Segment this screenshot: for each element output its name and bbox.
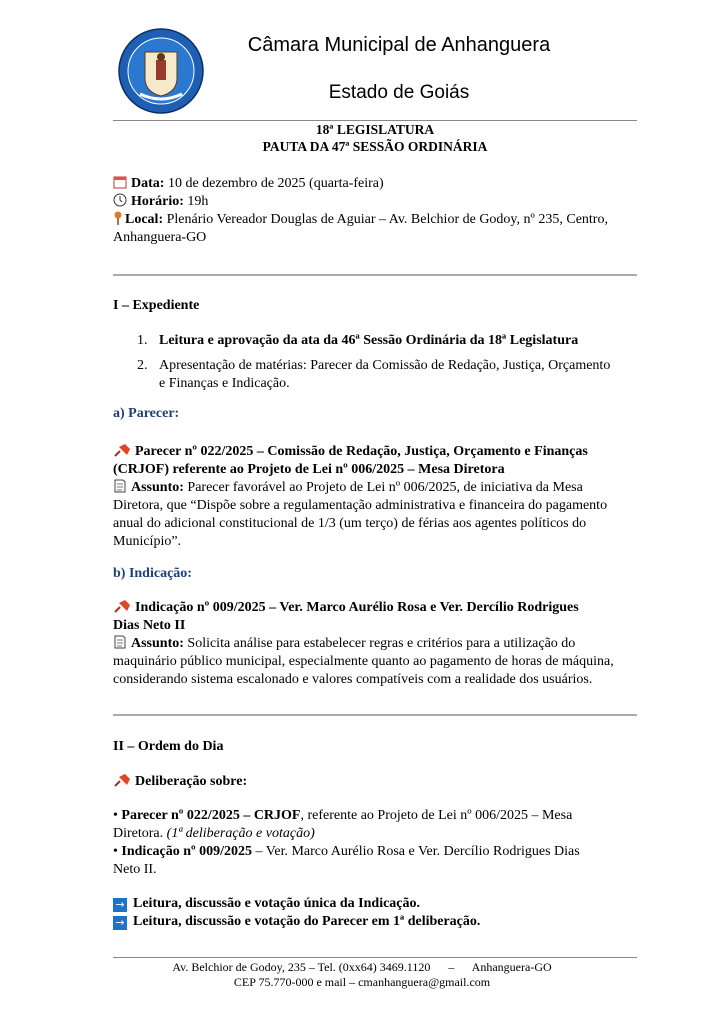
action-2 [113,913,638,931]
arrow-right-icon: → [113,916,127,930]
indicacao-assunto-2: maquinário público municipal, especialmente quanto ao pagamento de horas de máquina, [113,654,614,669]
indicacao-title [113,599,638,617]
expediente-title: I – Expediente [113,298,200,313]
parecer-title [113,443,638,461]
pauta-title: PAUTA DA 47ª SESSÃO ORDINÁRIA [262,139,488,154]
parecer-title-line2-text: (CRJOF) referente ao Projeto de Lei nº 006/2025 – Mesa Diretora [113,462,505,477]
pin-icon [113,211,123,225]
ordem-bullet-1: • Parecer nº 022/2025 – CRJOF, referente ao Projeto de Lei nº 006/2025 – Mesa [113,808,573,823]
parecer-assunto-3: anual do adicional constitucional de 1/3 (um terço) de férias aos agentes políticos do [113,516,587,531]
data-value: 10 de dezembro de 2025 (quarta-feira) [164,176,384,191]
header-divider [113,120,637,121]
info-horario [113,193,638,211]
bullet-2-bold: Indicação nº 009/2025 [121,844,253,859]
indicacao-title-line2 [113,617,638,635]
item-text: Leitura e aprovação da ata da 46ª Sessão Ordinária da 18ª Legislatura [159,333,579,348]
header-title: Câmara Municipal de Anhanguera [247,34,551,56]
assunto-text: Parecer favorável ao Projeto de Lei nº 006/2025, de iniciativa da Mesa [183,480,583,495]
deliberacao-label: Deliberação sobre: [135,774,248,789]
expediente-item-1 [137,332,637,350]
arrow-right-icon: → [113,898,127,912]
calendar-icon [113,175,127,189]
footer-address: Av. Belchior de Godoy, 235 – Tel. (0xx64) 3469.1120 – Anhanguera-GO [172,960,552,974]
item-text: Apresentação de matérias: Parecer da Comissão de Redação, Justiça, Orçamento [159,358,611,373]
legislatura-title: 18ª LEGISLATURA [315,122,435,137]
data-label: Data: [131,176,165,191]
indicacao-assunto-3: considerando sistema escalonado e valores compatíveis com a realidade dos usuários. [113,672,593,687]
parecer-assunto [113,479,638,497]
bullet-1-bold: Parecer nº 022/2025 – CRJOF [121,808,301,823]
local-value: Plenário Vereador Douglas de Aguiar – Av. Belchior de Godoy, nº 235, Centro, [163,212,608,227]
deliberacao-heading [113,773,638,791]
divider-1 [113,274,637,276]
item-number: 1. [137,333,148,348]
footer-divider [113,957,637,958]
action-2-text: Leitura, discussão e votação do Parecer em 1ª deliberação. [133,914,481,929]
ordem-title: II – Ordem do Dia [113,739,224,754]
info-data [113,175,638,193]
assunto-label: Assunto: [131,480,184,495]
parecer-title-line2 [113,461,638,479]
parecer-heading: a) Parecer: [113,406,180,421]
parecer-assunto-2: Diretora, que “Dispõe sobre a regulamentação administrativa e financeira do pagamento [113,498,608,513]
item-number: 2. [137,358,148,373]
indicacao-title-line2-text: Dias Neto II [113,618,186,633]
item-text-cont: e Finanças e Indicação. [159,376,290,391]
header-subtitle: Estado de Goiás [328,82,470,103]
document-icon [113,479,127,493]
pushpin-icon [113,443,131,457]
footer-contact: CEP 75.770-000 e mail – cmanhanguera@gmail.com [233,975,491,989]
bullet-2-rest: – Ver. Marco Aurélio Rosa e Ver. Dercílio Rodrigues Dias [252,844,580,859]
bullet-1-italic: (1ª deliberação e votação) [166,826,315,841]
clock-icon [113,193,127,207]
document-icon [113,635,127,649]
pushpin-icon [113,773,131,787]
pushpin-icon [113,599,131,613]
parecer-assunto-4: Município”. [113,534,182,549]
bullet-1-rest: , referente ao Projeto de Lei nº 006/2025 – Mesa [300,808,573,823]
horario-value: 19h [183,194,209,209]
assunto-text: Solicita análise para estabelecer regras e critérios para a utilização do [183,636,576,651]
expediente-item-2 [137,357,637,375]
ordem-bullet-1-cont [113,825,638,843]
assunto-label: Assunto: [131,636,184,651]
horario-label: Horário: [131,194,184,209]
bullet-1-line2: Diretora. [113,826,167,841]
action-1 [113,895,638,913]
indicacao-heading: b) Indicação: [113,566,192,581]
info-local [113,211,638,229]
local-value-cont: Anhanguera-GO [113,230,207,245]
indicacao-assunto [113,635,638,653]
ordem-bullet-2-cont: Neto II. [113,862,157,877]
indicacao-title-line1: Indicação nº 009/2025 – Ver. Marco Aurélio Rosa e Ver. Dercílio Rodrigues [135,600,579,615]
divider-2 [113,714,637,716]
ordem-bullet-2: • Indicação nº 009/2025 – Ver. Marco Aurélio Rosa e Ver. Dercílio Rodrigues Dias [113,844,580,859]
action-1-text: Leitura, discussão e votação única da Indicação. [133,896,421,911]
local-label: Local: [125,212,164,227]
parecer-title-line1: Parecer nº 022/2025 – Comissão de Redação, Justiça, Orçamento e Finanças [135,444,588,459]
